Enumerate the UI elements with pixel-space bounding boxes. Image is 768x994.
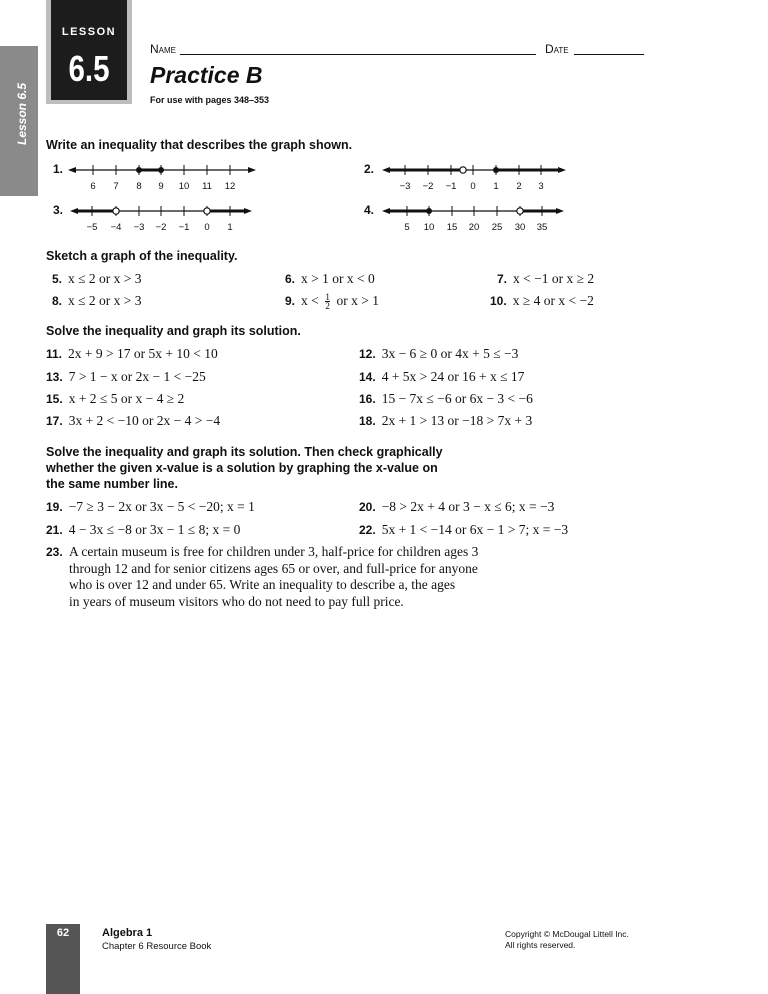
problem-number: 23. bbox=[46, 545, 63, 559]
problem-number: 4. bbox=[364, 203, 375, 217]
tick-label: −1 bbox=[445, 181, 457, 192]
problem-19 bbox=[46, 499, 255, 515]
problem-15 bbox=[46, 391, 184, 407]
word-problem-number bbox=[46, 544, 69, 559]
tick-label: 7 bbox=[113, 181, 119, 192]
problem-number: 6. bbox=[285, 272, 296, 286]
tick-label: −1 bbox=[178, 222, 190, 233]
problem-number: 1. bbox=[53, 162, 64, 176]
footer-book-title: Algebra 1 bbox=[102, 927, 153, 939]
tick-label: 2 bbox=[516, 181, 522, 192]
problem-14 bbox=[359, 369, 524, 385]
problem-5 bbox=[52, 271, 142, 287]
problem-expression: x ≥ 4 or x < −2 bbox=[512, 293, 594, 308]
problem-number: 13. bbox=[46, 370, 63, 384]
instruction-line: the same number line. bbox=[46, 477, 178, 491]
tick-label: 35 bbox=[536, 222, 548, 233]
problem-7 bbox=[497, 271, 594, 287]
tick-label: −2 bbox=[422, 181, 434, 192]
footer-chapter: Chapter 6 Resource Book bbox=[102, 941, 212, 952]
problem-number: 16. bbox=[359, 392, 376, 406]
section3-instruction: Solve the inequality and graph its solution. bbox=[46, 324, 301, 338]
problem-number: 20. bbox=[359, 500, 376, 514]
problem-20 bbox=[359, 499, 554, 515]
tick-label: 10 bbox=[423, 222, 435, 233]
word-problem-line: who is over 12 and under 65. Write an inequality to describe a, the ages bbox=[69, 577, 456, 592]
tick-label: 25 bbox=[491, 222, 503, 233]
page-subtitle: For use with pages 348–353 bbox=[150, 95, 270, 105]
problem-number: 15. bbox=[46, 392, 63, 406]
problem-expression: x ≤ 2 or x > 3 bbox=[68, 293, 142, 308]
tick-label: 5 bbox=[404, 222, 410, 233]
problem-expression: 2x + 9 > 17 or 5x + 10 < 10 bbox=[68, 346, 218, 361]
problem-12 bbox=[359, 346, 518, 362]
tick-label: 20 bbox=[468, 222, 480, 233]
word-problem-line: through 12 and for senior citizens ages 65 or over, and full-price for anyone bbox=[69, 560, 478, 576]
fraction-denominator: 2 bbox=[325, 301, 330, 312]
problem-number: 12. bbox=[359, 347, 376, 361]
tick-label: −3 bbox=[399, 181, 411, 192]
date-field[interactable] bbox=[574, 42, 644, 55]
fraction bbox=[325, 293, 330, 310]
lesson-number: 6.5 bbox=[68, 48, 110, 89]
problem-expression: 2x + 1 > 13 or −18 > 7x + 3 bbox=[381, 413, 533, 428]
problem-number: 11. bbox=[46, 347, 63, 361]
name-label: Name bbox=[150, 42, 177, 56]
problem-number: 2. bbox=[364, 162, 375, 176]
word-problem-line: in years of museum visitors who do not need to pay full price. bbox=[69, 593, 404, 609]
tick-label: 0 bbox=[470, 181, 476, 192]
problem-number: 17. bbox=[46, 414, 63, 428]
page-number: 62 bbox=[56, 927, 70, 939]
problem-expression: −8 > 2x + 4 or 3 − x ≤ 6; x = −3 bbox=[381, 499, 555, 514]
number-line-3 bbox=[70, 199, 254, 235]
tick-label: 12 bbox=[224, 181, 236, 192]
tick-label: 15 bbox=[446, 222, 458, 233]
problem-11 bbox=[46, 346, 218, 362]
section4-instruction bbox=[46, 444, 443, 492]
copyright-line: Copyright © McDougal Littell Inc. bbox=[505, 929, 629, 939]
tick-label: 1 bbox=[493, 181, 499, 192]
tick-label: 9 bbox=[158, 181, 164, 192]
tick-label: −5 bbox=[86, 222, 98, 233]
problem-expression: 3x + 2 < −10 or 2x − 4 > −4 bbox=[68, 413, 221, 428]
problem-expression: 15 − 7x ≤ −6 or 6x − 3 < −6 bbox=[381, 391, 533, 406]
problem-9 bbox=[285, 293, 379, 310]
problem-21 bbox=[46, 522, 240, 538]
section1-instruction: Write an inequality that describes the graph shown. bbox=[46, 138, 353, 152]
word-problem-text bbox=[69, 544, 478, 610]
side-tab-label: Lesson 6.5 bbox=[15, 82, 29, 146]
tick-label: 0 bbox=[204, 222, 210, 233]
problem-expression: −7 ≥ 3 − 2x or 3x − 5 < −20; x = 1 bbox=[68, 499, 255, 514]
problem-number: 3. bbox=[53, 203, 64, 217]
problem-expression: x > 1 or x < 0 bbox=[301, 271, 375, 286]
name-field[interactable] bbox=[180, 42, 536, 55]
tick-label: 6 bbox=[90, 181, 96, 192]
problem-number: 14. bbox=[359, 370, 376, 384]
problem-number: 7. bbox=[497, 272, 508, 286]
problem-17 bbox=[46, 413, 220, 429]
tick-label: 1 bbox=[227, 222, 233, 233]
number-line-2 bbox=[382, 158, 568, 194]
tick-label: −3 bbox=[133, 222, 145, 233]
copyright-line: All rights reserved. bbox=[505, 940, 576, 950]
tick-label: 8 bbox=[136, 181, 142, 192]
fraction-numerator: 1 bbox=[325, 292, 330, 303]
problem-13 bbox=[46, 369, 206, 385]
problem-22 bbox=[359, 522, 568, 538]
word-problem-line: A certain museum is free for children under 3, half-price for children ages 3 bbox=[69, 544, 479, 559]
problem-expression: 4 − 3x ≤ −8 or 3x − 1 ≤ 8; x = 0 bbox=[68, 522, 241, 537]
tick-label: −4 bbox=[110, 222, 122, 233]
problem-expression: 7 > 1 − x or 2x − 1 < −25 bbox=[68, 369, 206, 384]
tick-label: 10 bbox=[178, 181, 190, 192]
tick-label: 30 bbox=[514, 222, 526, 233]
problem-6 bbox=[285, 271, 375, 287]
number-line-1 bbox=[68, 158, 258, 194]
page-title: Practice B bbox=[150, 62, 263, 88]
problem-number: 21. bbox=[46, 523, 63, 537]
tick-label: 11 bbox=[202, 181, 212, 192]
problem-16 bbox=[359, 391, 533, 407]
instruction-line: Solve the inequality and graph its solution. Then check graphically bbox=[46, 445, 443, 459]
problem-expression-part: x < bbox=[301, 293, 319, 308]
problem-18 bbox=[359, 413, 532, 429]
problem-number: 18. bbox=[359, 414, 376, 428]
problem-number: 8. bbox=[52, 294, 63, 308]
problem-number: 5. bbox=[52, 272, 63, 286]
problem-expression: 5x + 1 < −14 or 6x − 1 > 7; x = −3 bbox=[381, 522, 569, 537]
tick-label: 3 bbox=[538, 181, 544, 192]
tick-label: −2 bbox=[155, 222, 167, 233]
problem-number: 19. bbox=[46, 500, 63, 514]
problem-8 bbox=[52, 293, 142, 309]
section2-instruction: Sketch a graph of the inequality. bbox=[46, 249, 238, 263]
problem-number: 22. bbox=[359, 523, 376, 537]
problem-expression: x + 2 ≤ 5 or x − 4 ≥ 2 bbox=[68, 391, 185, 406]
lesson-word: LESSON bbox=[61, 26, 117, 38]
lesson-badge bbox=[51, 0, 127, 100]
number-line-4 bbox=[382, 199, 566, 235]
problem-number: 9. bbox=[285, 294, 296, 308]
problem-number: 10. bbox=[490, 294, 507, 308]
date-label: Date bbox=[545, 42, 569, 56]
problem-expression-part: or x > 1 bbox=[336, 293, 379, 308]
problem-expression: x ≤ 2 or x > 3 bbox=[68, 271, 142, 286]
instruction-line: whether the given x-value is a solution by graphing the x-value on bbox=[46, 461, 438, 475]
problem-expression: x < −1 or x ≥ 2 bbox=[513, 271, 595, 286]
problem-expression: 4 + 5x > 24 or 16 + x ≤ 17 bbox=[381, 369, 525, 384]
problem-expression: 3x − 6 ≥ 0 or 4x + 5 ≤ −3 bbox=[381, 346, 519, 361]
footer-copyright bbox=[505, 929, 629, 951]
problem-10 bbox=[490, 293, 594, 309]
